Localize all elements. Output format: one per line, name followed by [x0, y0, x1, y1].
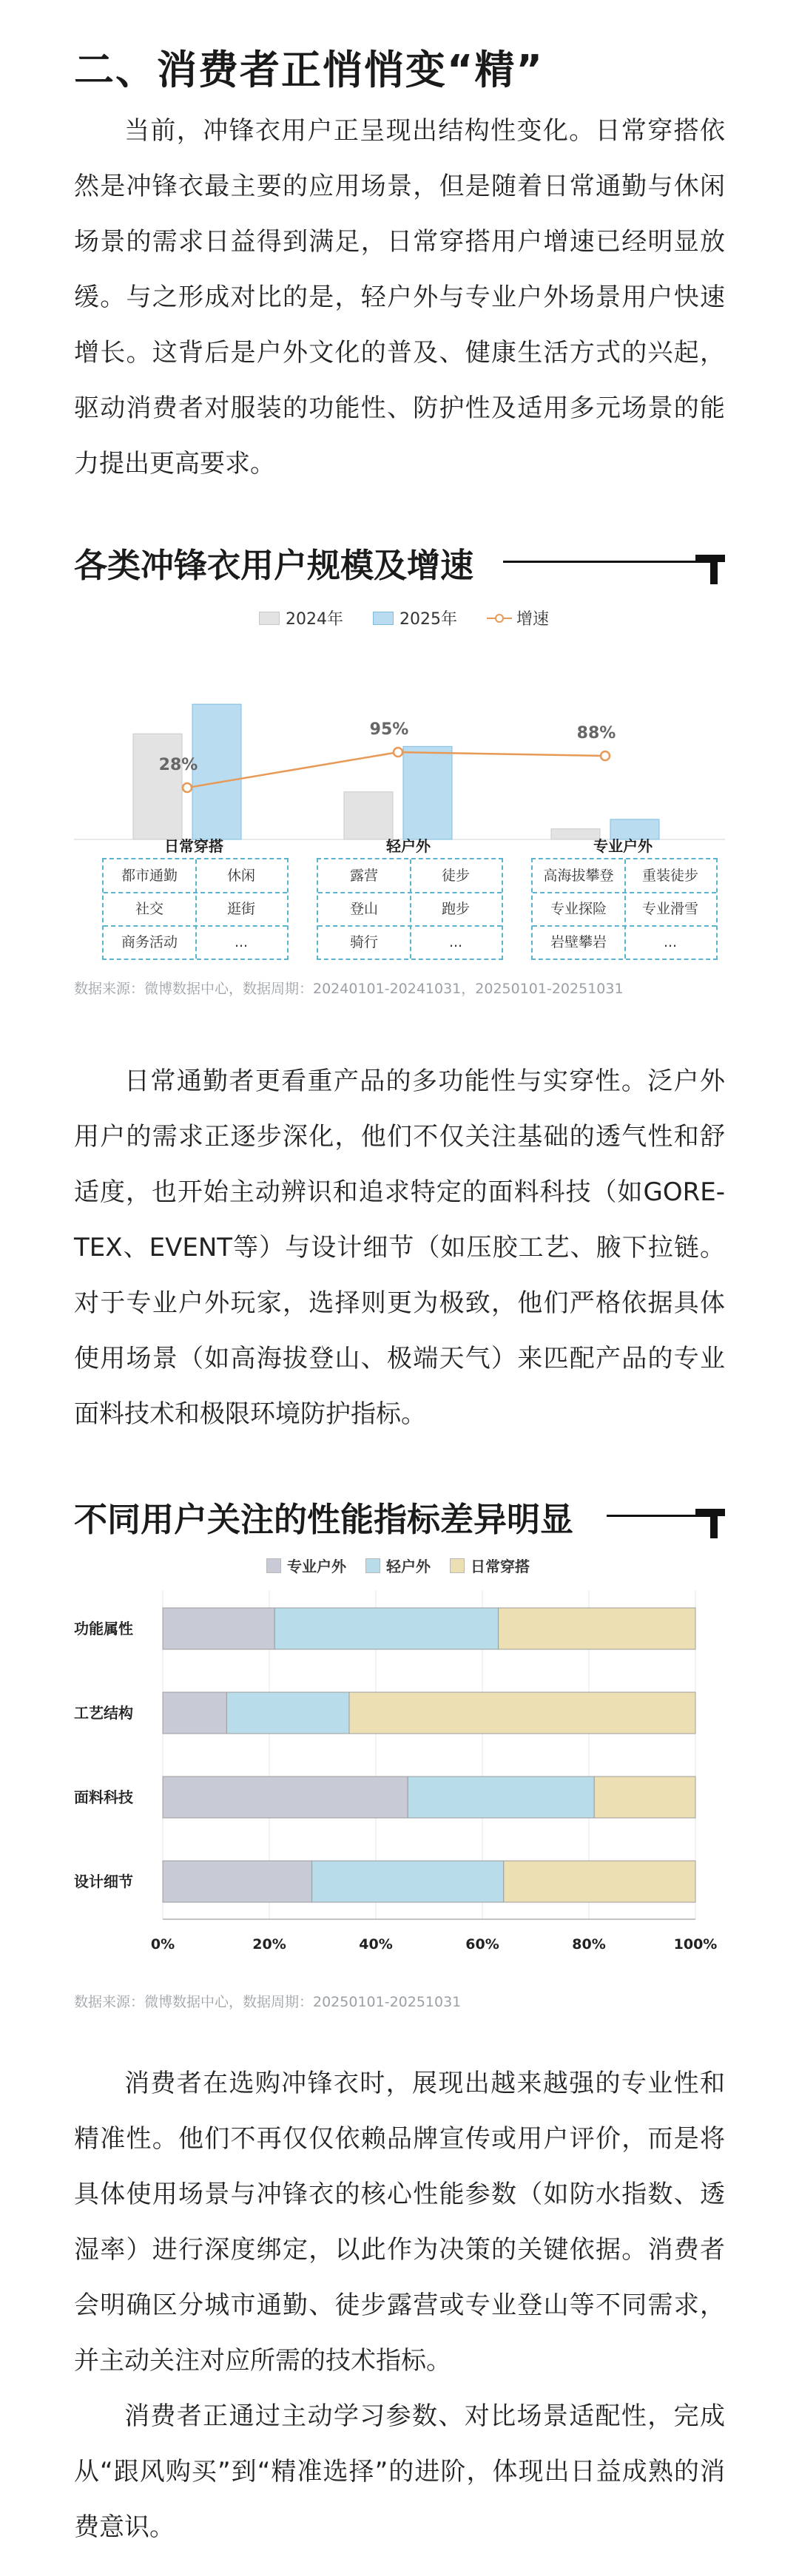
segment-0-1 [274, 1608, 498, 1649]
title-decoration-foot [695, 555, 725, 562]
chart1-source: 数据来源：微博数据中心，数据周期：20240101-20241031，20250101-20251031 [74, 981, 624, 997]
x-tick-4: 80% [572, 1936, 606, 1953]
intro-paragraph [74, 104, 725, 492]
scenario-cell: 休闲 [226, 868, 255, 884]
segment-2-1 [408, 1777, 594, 1818]
segment-2-0 [163, 1777, 408, 1818]
scenario-cell: ... [663, 934, 678, 950]
page-heading: 二、消费者正悄悄变“精” [74, 47, 544, 93]
intro-text: 当前，冲锋衣用户正呈现出结构性变化。日常穿搭依然是冲锋衣最主要的应用场景，但是随着日常通勤与休闲场景的需求日益得到满足，日常穿搭用户增速已经明显放缓。与之形成对比的是，轻户外与专业户外场景用户快速增长。这背后是户外文化的普及、健康生活方式的兴起，驱动消费者对服装的功能性、防护性及适用多元场景的能力提出更高要求。 [74, 116, 725, 479]
legend-label-2024: 2024年 [286, 610, 343, 629]
segment-1-2 [349, 1692, 695, 1734]
x-tick-1: 20% [252, 1936, 286, 1953]
scenario-cell: ... [234, 934, 249, 950]
group-title-1: 轻户外 [386, 837, 431, 855]
chart2-source: 数据来源：微博数据中心，数据周期：20250101-20251031 [74, 1994, 462, 2010]
segment-3-2 [504, 1861, 695, 1902]
legend-swatch-2 [450, 1558, 465, 1573]
growth-label-1: 95% [369, 720, 409, 739]
bar-2025-0 [192, 704, 241, 839]
category-label-1: 工艺结构 [74, 1704, 133, 1722]
legend-swatch-1 [365, 1558, 380, 1573]
scenario-cell: 专业探险 [550, 901, 607, 917]
scenario-cell: 商务活动 [121, 934, 178, 950]
growth-label-0: 28% [158, 756, 198, 774]
legend-swatch-2024 [259, 612, 280, 625]
category-label-0: 功能属性 [74, 1620, 133, 1637]
title-decoration-line [503, 561, 718, 563]
segment-1-0 [163, 1692, 226, 1734]
category-label-3: 设计细节 [74, 1873, 133, 1890]
scenario-cell: 社交 [135, 901, 163, 917]
middle-paragraph [74, 1054, 725, 1442]
middle-text: 日常通勤者更看重产品的多功能性与实穿性。泛户外用户的需求正逐步深化，他们不仅关注基础的透气性和舒适度，也开始主动辨识和追求特定的面料科技（如GORE-TEX、EVENT等）与设计细节（如压胶工艺、腋下拉链。对于专业户外玩家，选择则更为极致，他们严格依据具体使用场景（如高海拔登山、极端天气）来匹配产品的专业面料技术和极限环境防护指标。 [74, 1066, 725, 1429]
scenario-cell: ... [448, 934, 463, 950]
chart1-legend [259, 606, 549, 629]
category-label-2: 面料科技 [74, 1788, 133, 1806]
segment-0-2 [499, 1608, 695, 1649]
chart2-legend [266, 1555, 530, 1576]
legend-label-1: 轻户外 [386, 1558, 431, 1575]
scenario-cell: 露营 [349, 868, 378, 884]
title-decoration-foot [695, 1509, 725, 1516]
chart2-title: 不同用户关注的性能指标差异明显 [74, 1500, 574, 1539]
x-tick-5: 100% [673, 1936, 718, 1953]
x-tick-3: 60% [465, 1936, 499, 1953]
segment-0-0 [163, 1608, 274, 1649]
legend-label-2: 日常穿搭 [471, 1558, 530, 1575]
growth-point-1 [394, 748, 402, 757]
scenario-cell: 徒步 [441, 868, 470, 884]
closing-text-2: 消费者正通过主动学习参数、对比场景适配性，完成从“跟风购买”到“精准选择”的进阶，体现出日益成熟的消费意识。 [74, 2401, 725, 2542]
legend-label-2025: 2025年 [400, 610, 457, 629]
scenario-cell: 骑行 [349, 934, 378, 950]
segment-2-2 [594, 1777, 695, 1818]
scenario-cell: 逛街 [226, 901, 255, 917]
group-title-2: 专业户外 [593, 837, 653, 855]
group-table-0 [102, 858, 289, 960]
growth-point-0 [183, 783, 192, 792]
chart1 [0, 599, 799, 1013]
legend-swatch-0 [266, 1558, 281, 1573]
scenario-cell: 岩壁攀岩 [550, 934, 607, 950]
group-table-2 [531, 858, 718, 960]
bar-2024-0 [133, 734, 182, 839]
legend-growth-marker [487, 612, 512, 624]
growth-label-2: 88% [576, 724, 616, 743]
scenario-cell: 重装徒步 [641, 868, 698, 884]
x-tick-0: 0% [150, 1936, 175, 1953]
growth-line [187, 752, 605, 788]
legend-label-0: 专业户外 [287, 1558, 346, 1575]
scenario-cell: 专业滑雪 [641, 901, 698, 917]
chart1-title: 各类冲锋衣用户规模及增速 [74, 546, 474, 585]
chart1-plot [0, 636, 799, 858]
legend-label-growth: 增速 [516, 610, 550, 629]
segment-3-0 [163, 1861, 312, 1902]
x-tick-2: 40% [359, 1936, 393, 1953]
scenario-cell: 跑步 [441, 901, 470, 917]
group-table-1 [317, 858, 503, 960]
scenario-cell: 都市通勤 [121, 868, 178, 884]
group-title-0: 日常穿搭 [164, 837, 223, 855]
bar-2024-1 [344, 792, 393, 839]
segment-1-1 [226, 1692, 349, 1734]
closing-text-1: 消费者在选购冲锋衣时，展现出越来越强的专业性和精准性。他们不再仅仅依赖品牌宣传或用户评价，而是将具体使用场景与冲锋衣的核心性能参数（如防水指数、透湿率）进行深度绑定，以此作为决策的关键依据。消费者会明确区分城市通勤、徒步露营或专业登山等不同需求，并主动关注对应所需的技术指标。 [74, 2069, 725, 2376]
closing-paragraphs [74, 2056, 725, 2555]
bar-2025-1 [403, 746, 452, 839]
segment-3-1 [312, 1861, 504, 1902]
legend-swatch-2025 [373, 612, 394, 625]
scenario-cell: 登山 [349, 901, 378, 917]
growth-point-2 [601, 751, 610, 760]
chart2-plot [0, 1583, 799, 1997]
scenario-cell: 高海拔攀登 [543, 868, 614, 884]
